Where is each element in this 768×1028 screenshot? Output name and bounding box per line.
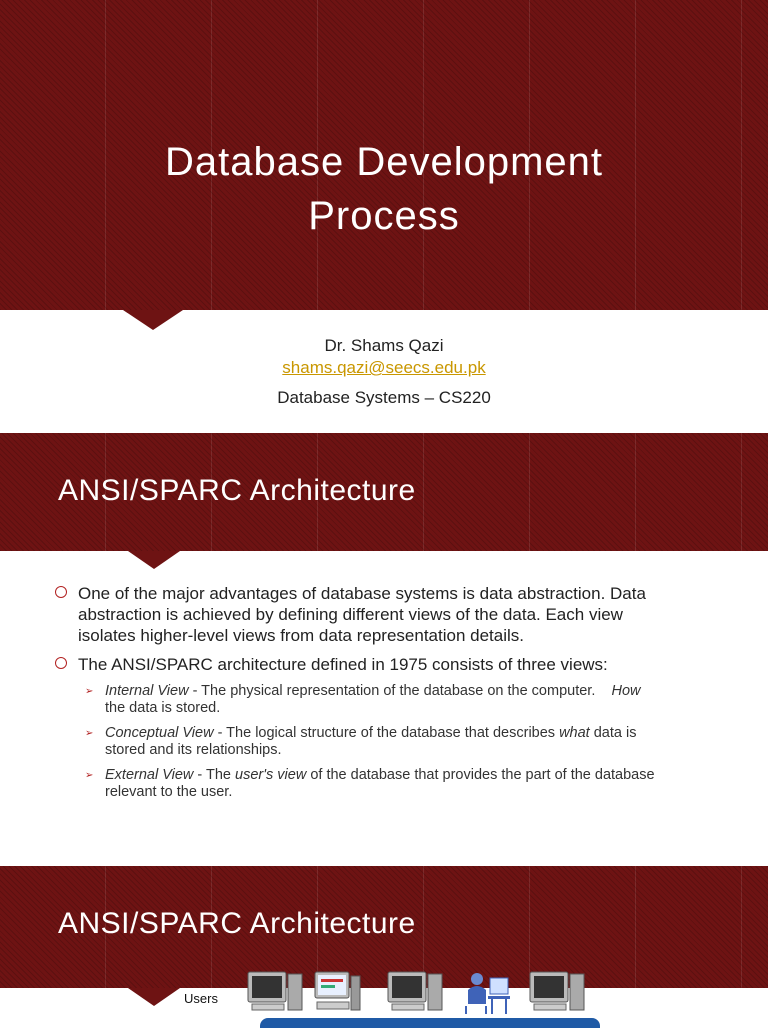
banner-notch [128, 551, 180, 569]
presentation-title [0, 135, 768, 243]
computer-icon [246, 970, 304, 1014]
person-at-computer-icon [462, 970, 512, 1014]
computer-icon [528, 970, 586, 1014]
circle-bullet-icon [55, 586, 67, 598]
users-label: Users [184, 991, 218, 1006]
bullet-item: One of the major advantages of database systems is data abstraction. Data abstraction is achieved by defining different views of the data. Each view isolates higher-level views from data representation details. [55, 583, 655, 646]
slide-2-title: ANSI/SPARC Architecture [58, 474, 416, 507]
author-block [0, 335, 768, 409]
slide-3-title: ANSI/SPARC Architecture [58, 907, 416, 940]
arrow-bullet-icon: ➢ [85, 686, 94, 697]
computer-icon [386, 970, 444, 1014]
banner-notch [128, 988, 180, 1006]
arrow-bullet-icon: ➢ [85, 728, 94, 739]
banner-notch [123, 310, 183, 330]
sub-bullet-external-view: ➢ External View - The user's view of the database that provides the part of the database relevant to the user. [85, 767, 655, 800]
author-name: Dr. Shams Qazi [324, 336, 444, 355]
title-line-1: Database Development [164, 140, 604, 184]
bullet-item: The ANSI/SPARC architecture defined in 1975 consists of three views: [55, 654, 655, 675]
external-level-bar [260, 1018, 600, 1028]
sub-bullet-conceptual-view: ➢ Conceptual View - The logical structure of the database that describes what data is stored and its relationships. [85, 725, 637, 758]
slide-2-bullets [55, 583, 655, 809]
author-email-link[interactable]: shams.qazi@seecs.edu.pk [282, 358, 486, 377]
circle-bullet-icon [55, 657, 67, 669]
title-line-2: Process [308, 194, 460, 238]
sub-bullet-internal-view: ➢ Internal View - The physical representation of the database on the computer. How the data is stored. [85, 683, 641, 716]
course-name: Database Systems – CS220 [277, 388, 491, 407]
computer-icon [313, 970, 361, 1014]
arrow-bullet-icon: ➢ [85, 770, 94, 781]
